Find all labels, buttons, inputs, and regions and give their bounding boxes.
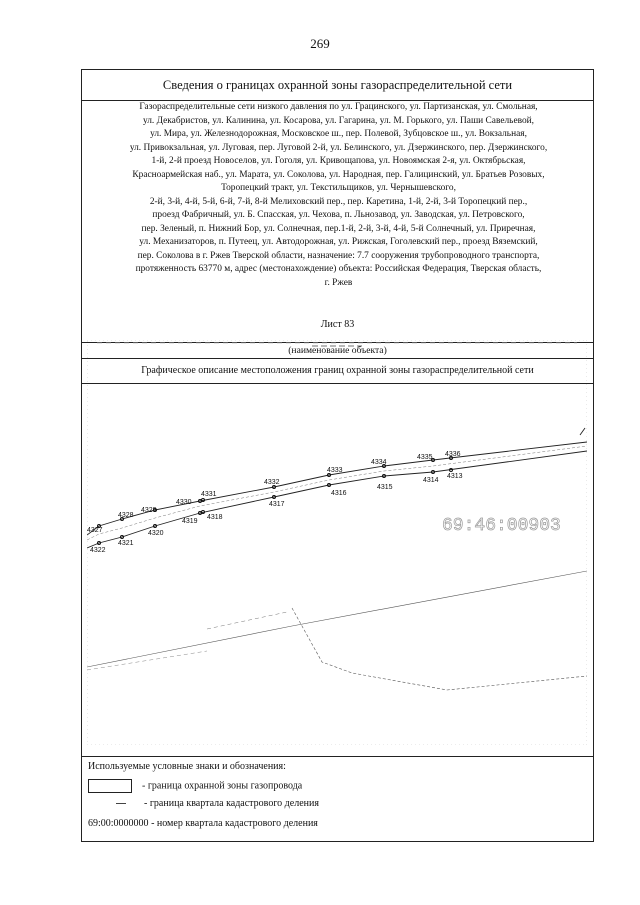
point-label: 4336 <box>445 451 461 458</box>
legend-quarter-boundary <box>88 798 319 809</box>
object-line: г. Ржев <box>324 277 353 288</box>
zone-boundary-symbol <box>88 779 132 793</box>
point-label: 4329 <box>141 507 157 514</box>
point-label: 4320 <box>148 530 164 537</box>
quarter-boundary-line <box>87 571 587 667</box>
point-label: 4314 <box>423 477 439 484</box>
edge-tick <box>580 428 585 435</box>
quarter-number-sample: 69:00:0000000 <box>88 818 149 829</box>
point-label: 4322 <box>90 547 106 554</box>
page-number: 269 <box>310 36 330 51</box>
point-label: 4333 <box>327 467 343 474</box>
quarter-number-text: - номер квартала кадастрового деления <box>151 818 318 829</box>
point-label: 4331 <box>201 491 217 498</box>
cadastral-map <box>87 340 587 745</box>
object-line: ул. Декабристов, ул. Калинина, ул. Косарова, ул. Гагарина, ул. М. Горького, ул. Паши Савельевой, <box>142 115 535 126</box>
quarter-boundary-dashed <box>87 651 207 670</box>
object-line: ул. Мира, ул. Железнодорожная, Московское ш., пер. Полевой, Зубцовское ш., ул. Вокзальная, <box>150 129 527 139</box>
boundary-point <box>450 469 453 472</box>
point-label: 4335 <box>417 454 433 461</box>
quarter-boundary-dashed <box>207 612 287 629</box>
point-label: 4317 <box>269 501 285 508</box>
point-label: 4316 <box>331 490 347 497</box>
object-line: Торопецкий тракт, ул. Текстильщиков, ул. Чернышевского, <box>221 183 456 193</box>
legend-zone-text: - граница охранной зоны газопровода <box>142 780 303 792</box>
section-title: Сведения о границах охранной зоны газораспределительной сети <box>82 70 593 101</box>
object-line: Газораспределительные сети низкого давления по ул. Грацинского, ул. Партизанская, ул. Смольная, <box>139 102 538 112</box>
object-line: проезд Фабричный, ул. Б. Спасская, ул. Чехова, п. Льнозавод, ул. Заводская, ул. Петровского, <box>152 210 525 220</box>
quarter-boundary-polygon <box>292 608 587 690</box>
object-line: пер. Зеленый, п. Нижний Бор, ул. Солнечная, пер.1-й, 2-й, 3-й, 4-й, 5-й Солнечный, ул. Приречная, <box>141 223 536 234</box>
point-label: 4334 <box>371 459 387 466</box>
object-line: 1-й, 2-й проезд Новоселов, ул. Гоголя, ул. Кривощапова, ул. Новоямская 2-я, ул. Октябрьская, <box>151 156 526 166</box>
object-line: ул. Механизаторов, п. Путеец, ул. Автодорожная, ул. Рижская, Гоголевский пер., проезд Вяземский, <box>139 237 538 247</box>
object-line: Красноармейская наб., ул. Марата, ул. Соколова, ул. Народная, пер. Галицинский, ул. Братьев Розовых, <box>132 169 545 180</box>
point-label: 4321 <box>118 540 134 547</box>
point-label: 4330 <box>176 499 192 506</box>
legend-quarter-text: - граница квартала кадастрового деления <box>144 798 319 809</box>
map-frame <box>87 340 587 745</box>
graphic-title: Графическое описание местоположения границ охранной зоны газораспределительной сети <box>82 358 593 384</box>
object-description <box>86 101 591 342</box>
quarter-boundary-symbol <box>116 803 126 804</box>
legend-zone-boundary <box>88 779 302 793</box>
legend-title: Используемые условные знаки и обозначения: <box>88 761 286 772</box>
point-label: 4313 <box>447 473 463 480</box>
cadastral-quarter-number: 69:46:00903 <box>442 516 561 536</box>
object-line: ул. Привокзальная, ул. Луговая, пер. Луговой 2-й, ул. Белинского, ул. Дзержинского, пер. Дзержинского, <box>129 142 548 153</box>
point-label: 4328 <box>118 512 134 519</box>
point-label: 4315 <box>377 484 393 491</box>
point-label: 4332 <box>264 479 280 486</box>
point-label: 4319 <box>182 518 198 525</box>
point-label: 4327 <box>87 527 103 534</box>
object-line: 2-й, 3-й, 4-й, 5-й, 6-й, 7-й, 8-й Мелиховский пер., пер. Каретина, 1-й, 2-й, 3-й Торопецкий пер., <box>149 196 528 207</box>
object-line: пер. Соколова в г. Ржев Тверской области, назначение: 7.7 сооружения трубопроводного транспорта, <box>137 250 540 261</box>
point-label: 4318 <box>207 514 223 521</box>
object-caption: (наименование объекта) <box>82 342 593 359</box>
sheet-label: Лист 83 <box>320 319 355 330</box>
legend-divider <box>82 756 593 757</box>
object-line: протяженность 63770 м, адрес (местонахождение) объекта: Российская Федерация, Тверская область, <box>135 264 542 274</box>
legend-quarter-number <box>88 818 318 829</box>
